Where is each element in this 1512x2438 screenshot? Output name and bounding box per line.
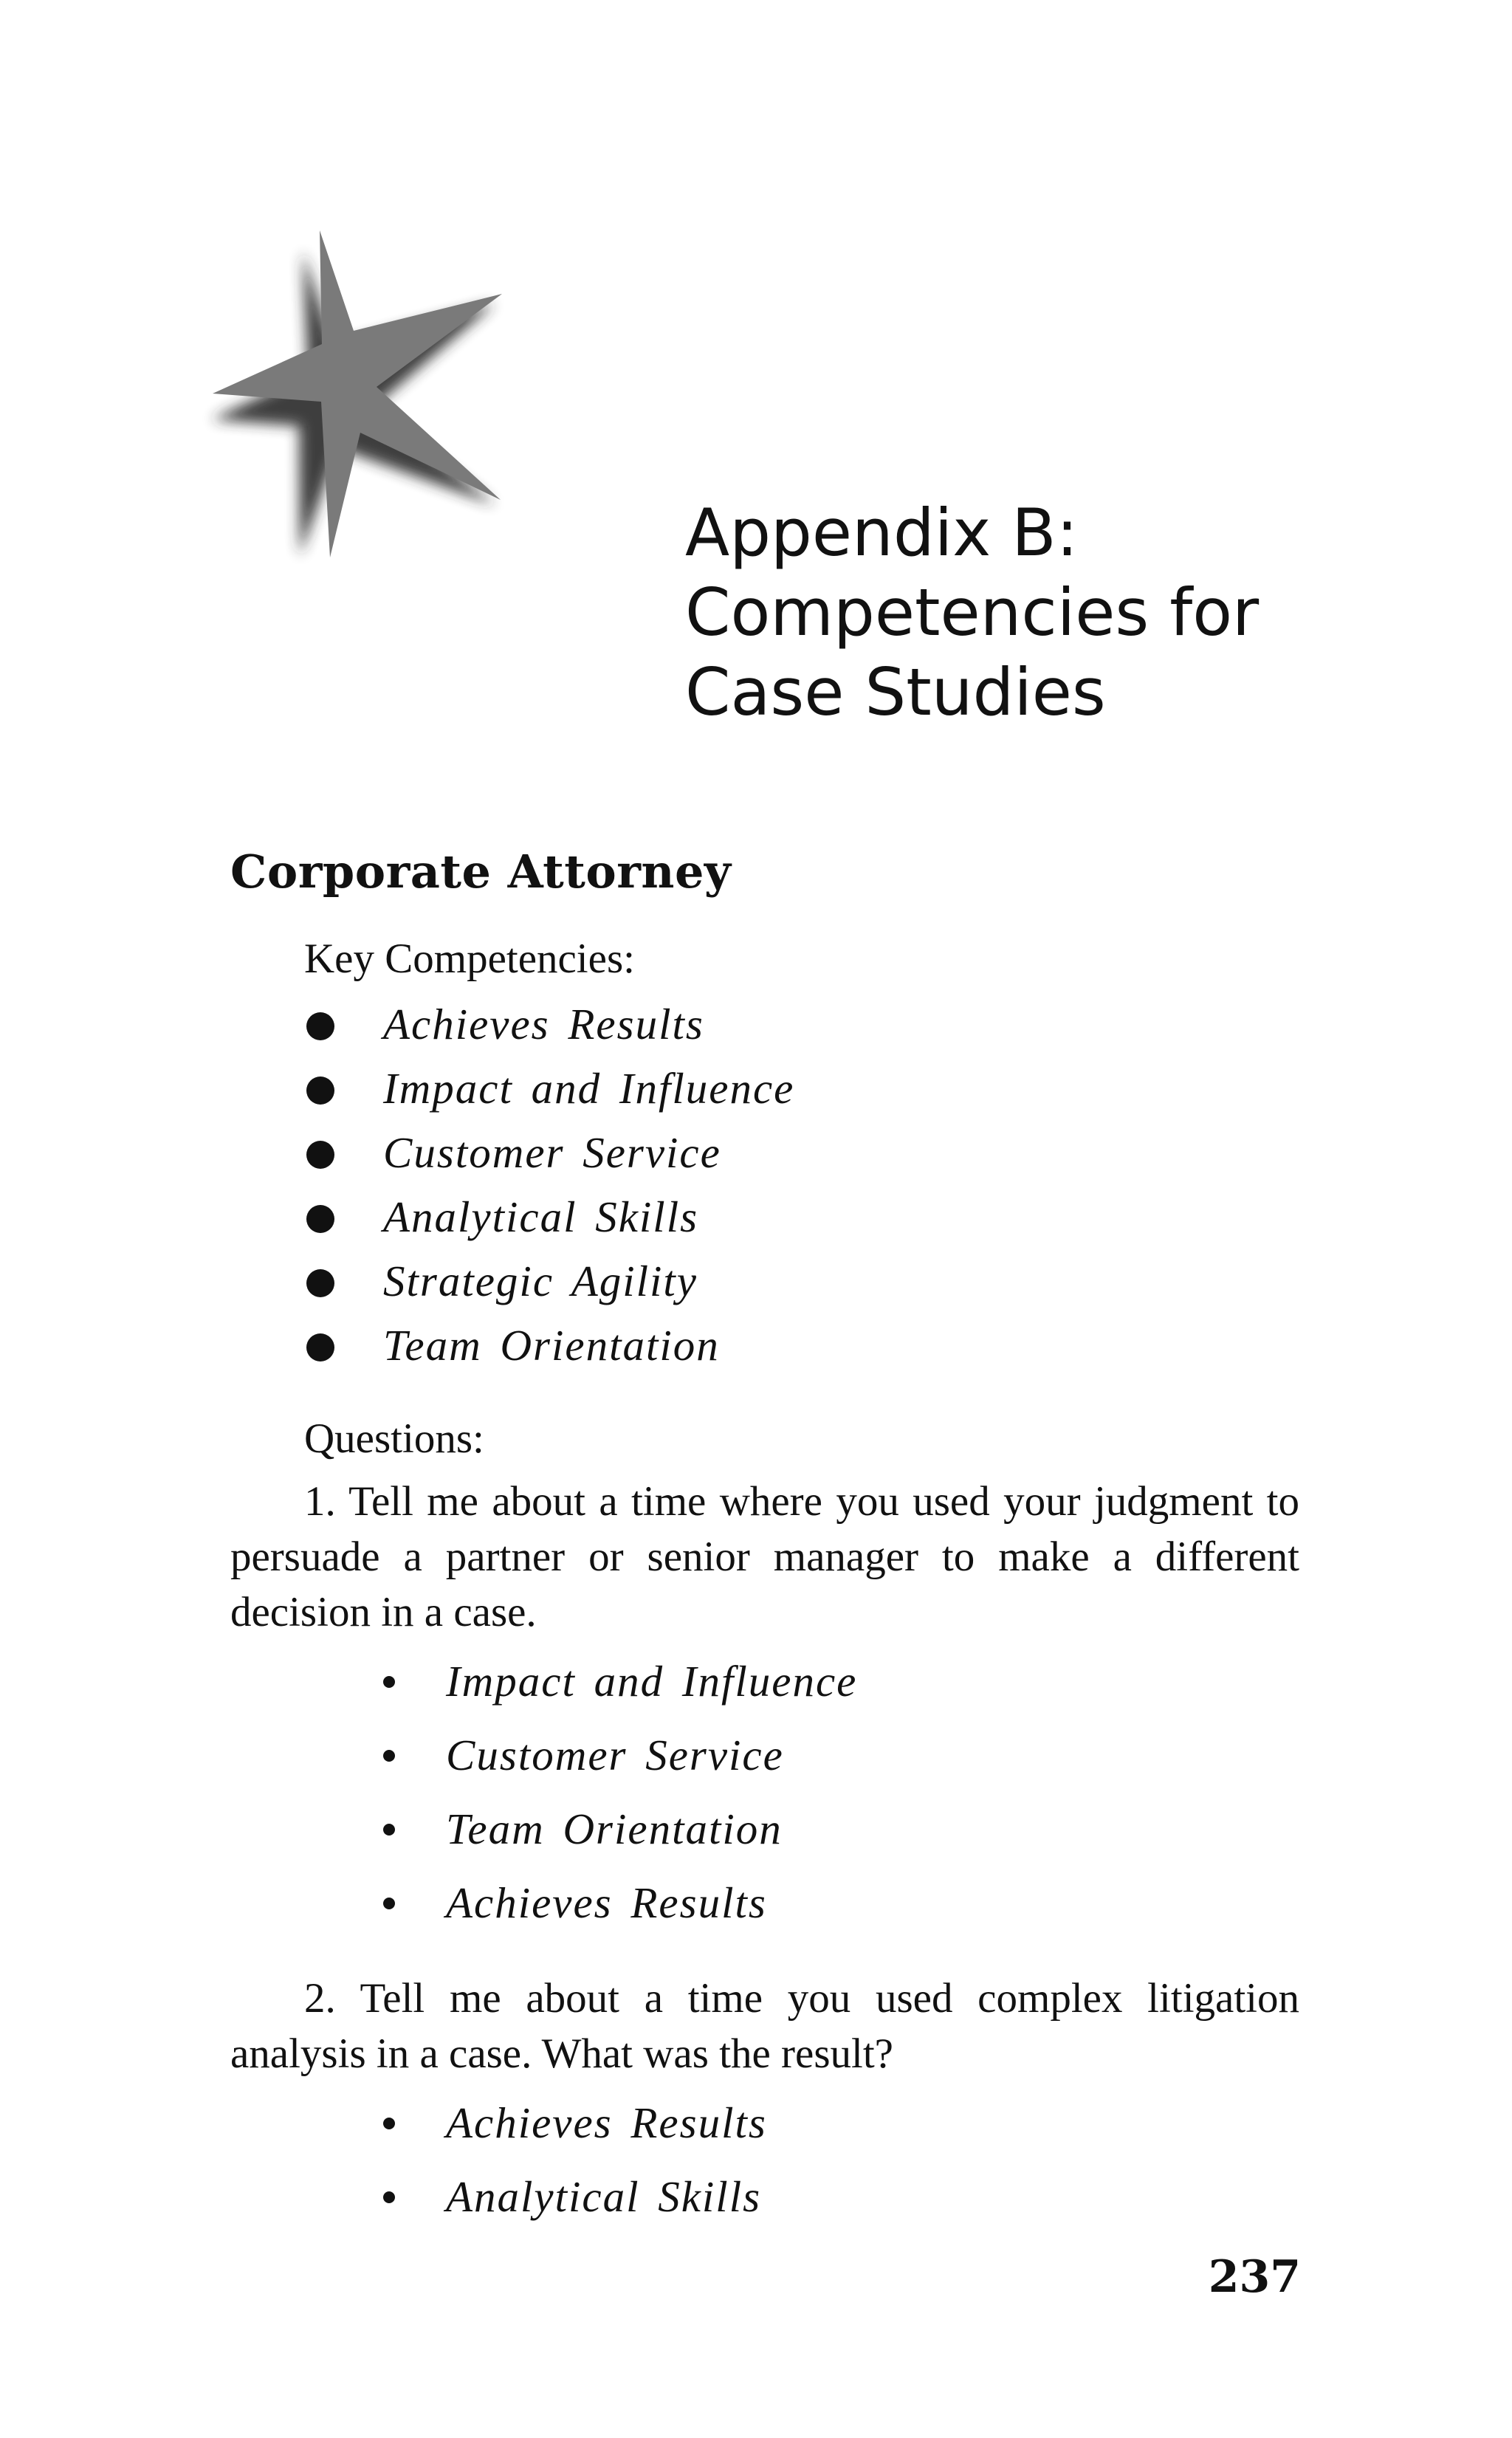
question-competency-item	[381, 2098, 1119, 2150]
question-competency-item	[381, 1731, 1119, 1782]
question-competency-label: Achieves Results	[446, 1878, 767, 1927]
key-competency-label: Strategic Agility	[383, 1257, 698, 1305]
question-competency-label: Analytical Skills	[446, 2172, 762, 2221]
star-icon	[199, 222, 524, 576]
bullet-icon	[306, 1141, 334, 1169]
chapter-title-line-3: Case Studies	[685, 654, 1106, 730]
questions-label: Questions:	[304, 1415, 484, 1462]
key-competency-item	[304, 1000, 1042, 1051]
question-competency-label: Customer Service	[446, 1731, 784, 1779]
bullet-icon	[306, 1333, 334, 1361]
key-competency-item	[304, 1257, 1042, 1308]
chapter-title-line-2: Competencies for	[685, 574, 1260, 650]
key-competency-item	[304, 1128, 1042, 1180]
key-competency-item	[304, 1064, 1042, 1116]
star-shape	[213, 230, 502, 557]
bullet-icon	[383, 2191, 395, 2203]
bullet-icon	[383, 1898, 395, 1909]
bullet-icon	[383, 2118, 395, 2129]
key-competency-label: Customer Service	[383, 1128, 721, 1177]
key-competencies-label: Key Competencies:	[304, 935, 635, 982]
key-competency-label: Team Orientation	[383, 1321, 720, 1370]
question-competency-item	[381, 2172, 1119, 2224]
section-heading: Corporate Attorney	[230, 845, 732, 899]
bullet-icon	[383, 1824, 395, 1836]
bullet-icon	[306, 1205, 334, 1233]
key-competency-item	[304, 1192, 1042, 1244]
bullet-icon	[383, 1750, 395, 1762]
question-competency-label: Achieves Results	[446, 2098, 767, 2147]
key-competency-label: Analytical Skills	[383, 1192, 699, 1241]
bullet-icon	[306, 1077, 334, 1105]
question-competency-label: Team Orientation	[446, 1805, 783, 1853]
question-competency-item	[381, 1657, 1119, 1709]
bullet-icon	[306, 1012, 334, 1040]
question-competency-item	[381, 1805, 1119, 1856]
page-number: 237	[1208, 2251, 1301, 2303]
bullet-icon	[306, 1269, 334, 1297]
key-competency-item	[304, 1321, 1042, 1373]
question-competency-item	[381, 1878, 1119, 1930]
chapter-title-line-1: Appendix B:	[685, 495, 1079, 571]
key-competency-label: Impact and Influence	[383, 1064, 795, 1113]
question-competency-label: Impact and Influence	[446, 1657, 858, 1706]
question-text: 1. Tell me about a time where you used your judgment to persuade a partner or senior manager to make a different decision in a case.	[230, 1478, 1299, 1635]
bullet-icon	[383, 1676, 395, 1688]
question-text: 2. Tell me about a time you used complex litigation analysis in a case. What was the result?	[230, 1975, 1299, 2077]
key-competency-label: Achieves Results	[383, 1000, 704, 1048]
